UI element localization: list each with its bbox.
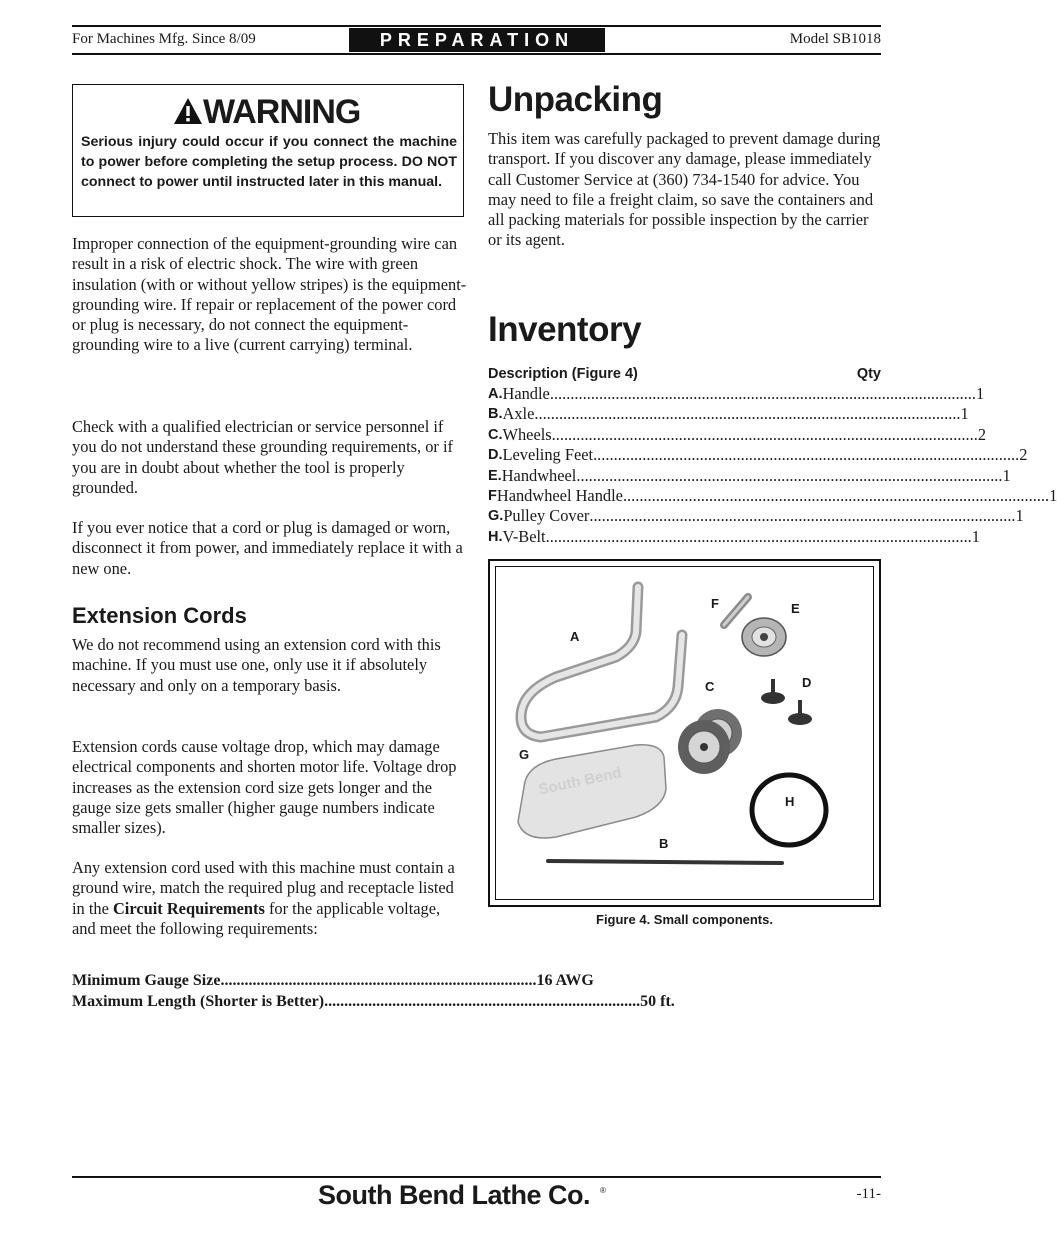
inventory-row: [488, 506, 1024, 526]
item-letter: H.: [488, 528, 503, 545]
item-qty: 1: [1002, 465, 1011, 485]
unpacking-heading: Unpacking: [488, 80, 663, 119]
spec-label: Minimum Gauge Size: [72, 972, 221, 989]
wheels-shape: [678, 709, 742, 774]
inventory-heading: Inventory: [488, 310, 642, 349]
description-header: Description (Figure 4): [488, 366, 638, 382]
header-bottom-rule: [72, 53, 881, 55]
item-name: Wheels: [502, 424, 552, 444]
para-text: Any extension cord used with this machine must contain a ground wire, match the required plug and receptacle listed in the: [72, 858, 455, 918]
spec-label: Maximum Length (Shorter is Better): [72, 993, 325, 1010]
item-qty: 1: [976, 384, 985, 403]
footer-rule: [72, 1176, 881, 1178]
leader-dots: ........................................................................................................: [576, 465, 1003, 485]
item-qty: 1: [971, 526, 980, 546]
item-letter: F: [488, 488, 497, 504]
page-number: -11-: [856, 1186, 881, 1202]
leader-dots: ........................................................................................................: [622, 486, 1050, 505]
item-qty: 1: [1049, 486, 1057, 505]
figure-label-c: C: [705, 679, 715, 694]
figure-label-a: A: [570, 629, 580, 644]
figure-label-b: B: [659, 836, 669, 851]
warning-text: Serious injury could occur if you connect the machine to power before completing the setup process. DO NOT connect to power until instructed later in this manual.: [81, 134, 457, 190]
spec-value: 16 AWG: [536, 972, 594, 989]
section-band: PREPARATION: [349, 28, 605, 52]
extension-paragraph-3: [72, 858, 467, 939]
item-qty: 1: [1015, 506, 1024, 526]
inventory-row: [488, 404, 969, 424]
leader-dots: ........................................................................................................: [593, 445, 1020, 465]
axle-shape: [548, 861, 782, 863]
item-letter: G.: [488, 508, 504, 525]
figure-label-d: D: [802, 675, 812, 690]
page-header: [72, 25, 881, 55]
item-letter: C.: [488, 426, 503, 443]
inventory-column-headers: [488, 366, 881, 382]
leader-dots: ........................................................................................................: [551, 424, 978, 444]
inventory-row: [488, 486, 1057, 506]
figure-4: [488, 559, 881, 907]
inventory-row: [488, 445, 1028, 465]
leader-dots: ...............................................................................: [220, 972, 537, 989]
extension-paragraph-2: Extension cords cause voltage drop, which may damage electrical components and shorten motor life. Voltage drop increases as the extension cord size gets longer and the gauge size gets smaller (higher gauge numbers indicate smaller sizes).: [72, 737, 457, 838]
item-name: Handwheel: [501, 465, 577, 485]
qty-header: Qty: [856, 366, 881, 382]
components-illustration: [496, 567, 875, 901]
item-letter: A.: [488, 386, 503, 402]
para-text: for the applicable voltage, and meet the following requirements:: [72, 898, 441, 938]
item-letter: B.: [488, 406, 503, 423]
circuit-requirements-ref: Circuit Requirements: [112, 898, 265, 918]
item-qty: 1: [960, 404, 969, 424]
handle-shape: [521, 587, 682, 737]
figure-label-g: G: [519, 747, 530, 762]
warning-title: WARNING: [203, 93, 361, 131]
spec-value: 50 ft.: [640, 993, 675, 1010]
item-name: Pulley Cover: [503, 506, 590, 526]
leader-dots: ........................................................................................................: [589, 506, 1016, 526]
header-top-rule: [72, 25, 881, 27]
item-name: Leveling Feet: [502, 445, 594, 465]
leader-dots: ........................................................................................................: [545, 526, 972, 546]
figure-label-f: F: [711, 596, 719, 611]
item-letter: E.: [488, 467, 502, 484]
inventory-row: [488, 526, 980, 547]
leader-dots: ...............................................................................: [324, 993, 641, 1010]
inventory-row: [488, 424, 987, 445]
header-model: Model SB1018: [789, 31, 881, 47]
grounding-paragraph: Improper connection of the equipment-grounding wire can result in a risk of electric shock. The wire with green insulation (with or without yellow stripes) is the equipment-grounding wire. If repair or replacement of the power cord or plug is necessary, do not connect the equipment-grounding wire to a live (current carrying) terminal.: [72, 234, 467, 355]
extension-cords-heading: Extension Cords: [72, 603, 247, 628]
warning-box: [72, 84, 464, 217]
item-name: Axle: [502, 404, 535, 424]
handwheel-handle-shape: [724, 597, 748, 625]
spec-row: [72, 993, 675, 1011]
unpacking-paragraph: This item was carefully packaged to prevent damage during transport. If you discover any damage, please immediately call Customer Service at (360) 734-1540 for advice. You may need to file a freight claim, so save the containers and all packing materials for possible inspection by the carrier or its agent.: [488, 129, 881, 250]
registered-mark: ®: [600, 1186, 606, 1195]
figure-label-h: H: [785, 794, 795, 809]
item-name: V-Belt: [502, 526, 546, 546]
leader-dots: ........................................................................................................: [534, 404, 961, 424]
inventory-row: [488, 465, 1011, 486]
damaged-cord-paragraph: If you ever notice that a cord or plug is damaged or worn, disconnect it from power, and immediately replace it with a new one.: [72, 518, 463, 578]
spec-row: [72, 972, 594, 990]
inventory-row: [488, 384, 985, 404]
leader-dots: ........................................................................................................: [549, 384, 976, 403]
item-name: Handle: [502, 384, 550, 403]
v-belt-shape: [752, 775, 826, 845]
warning-triangle-icon: [173, 97, 203, 125]
handwheel-shape: [742, 618, 786, 656]
figure-frame: [495, 566, 874, 900]
item-qty: 2: [977, 424, 987, 444]
item-name: Handwheel Handle: [496, 486, 623, 505]
header-left-text: For Machines Mfg. Since 8/09: [72, 31, 256, 47]
cover-logo: South Bend: [537, 764, 624, 799]
figure-caption: Figure 4. Small components.: [596, 912, 773, 927]
extension-paragraph-1: We do not recommend using an extension cord with this machine. If you must use one, only use it if absolutely necessary and only on a temporary basis.: [72, 635, 441, 695]
item-qty: 2: [1019, 445, 1028, 465]
item-letter: D.: [488, 447, 503, 464]
electrician-paragraph: Check with a qualified electrician or service personnel if you do not understand these grounding requirements, or if you are in doubt about whether the tool is properly grounded.: [72, 417, 454, 497]
brand-wordmark: South Bend Lathe Co.: [318, 1180, 590, 1210]
figure-label-e: E: [791, 601, 800, 616]
